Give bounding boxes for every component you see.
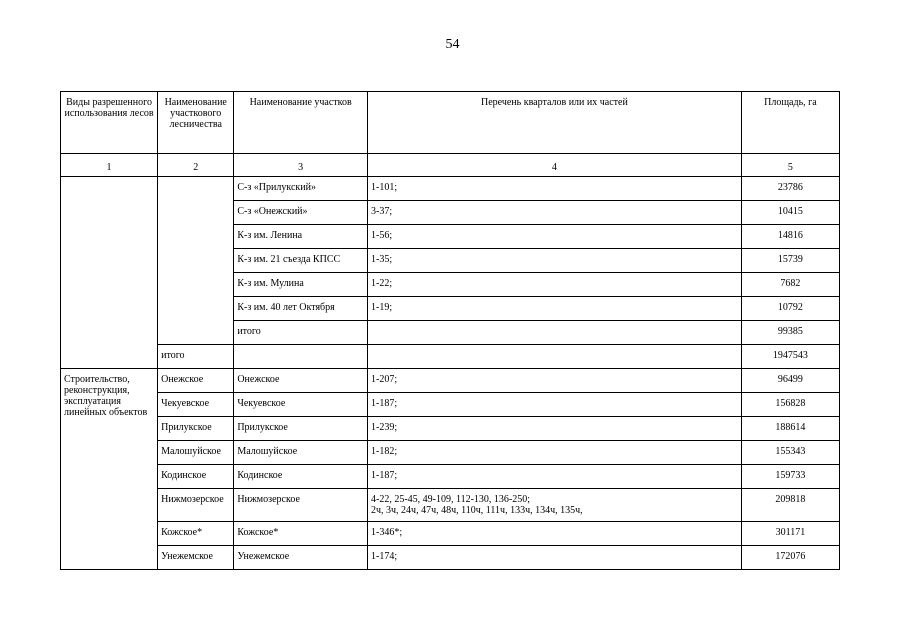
forest-use-table — [60, 91, 840, 570]
plot-cell: С-з «Онежский» — [234, 201, 368, 225]
area-cell: 188614 — [741, 417, 839, 441]
plot-cell: Унежемское — [234, 546, 368, 570]
quarters-cell: 1-187; — [367, 465, 741, 489]
forestry-cell: Унежемское — [158, 546, 234, 570]
area-cell: 172076 — [741, 546, 839, 570]
quarters-cell: 1-182; — [367, 441, 741, 465]
forestry-cell: Малошуйское — [158, 441, 234, 465]
quarters-cell — [367, 321, 741, 345]
subtotal-label: итого — [234, 321, 368, 345]
column-number: 3 — [234, 154, 368, 177]
plot-cell: Кодинское — [234, 465, 368, 489]
forestry-cell: Кодинское — [158, 465, 234, 489]
quarters-cell: 1-174; — [367, 546, 741, 570]
table-row — [61, 417, 840, 441]
plot-cell: Малошуйское — [234, 441, 368, 465]
plot-cell: К-з им. Мулина — [234, 273, 368, 297]
area-cell: 10792 — [741, 297, 839, 321]
table-row — [61, 177, 840, 201]
plot-cell-empty — [234, 345, 368, 369]
column-number-row — [61, 154, 840, 177]
area-cell: 23786 — [741, 177, 839, 201]
area-cell: 301171 — [741, 522, 839, 546]
header-area: Площадь, га — [741, 92, 839, 154]
area-cell: 156828 — [741, 393, 839, 417]
plot-cell: К-з им. 40 лет Октября — [234, 297, 368, 321]
area-cell: 15739 — [741, 249, 839, 273]
forestry-cell: Прилукское — [158, 417, 234, 441]
forestry-cell: Чекуевское — [158, 393, 234, 417]
plot-cell: Кожское* — [234, 522, 368, 546]
plot-cell: К-з им. Ленина — [234, 225, 368, 249]
area-cell: 155343 — [741, 441, 839, 465]
quarters-cell: 1-239; — [367, 417, 741, 441]
table-row — [61, 489, 840, 522]
column-number: 5 — [741, 154, 839, 177]
forestry-cell: Кожское* — [158, 522, 234, 546]
forestry-cell-empty — [158, 177, 234, 345]
quarters-cell-empty — [367, 345, 741, 369]
quarters-cell: 1-19; — [367, 297, 741, 321]
subtotal-area: 99385 — [741, 321, 839, 345]
plot-cell: К-з им. 21 съезда КПСС — [234, 249, 368, 273]
quarters-cell: 1-56; — [367, 225, 741, 249]
grand-total-label: итого — [158, 345, 234, 369]
area-cell: 96499 — [741, 369, 839, 393]
table-row — [61, 393, 840, 417]
column-number: 4 — [367, 154, 741, 177]
plot-cell: Прилукское — [234, 417, 368, 441]
quarters-cell: 1-35; — [367, 249, 741, 273]
header-plot: Наименование участков — [234, 92, 368, 154]
quarters-cell: 1-346*; — [367, 522, 741, 546]
header-forestry: Наименование участкового лесничества — [158, 92, 234, 154]
table-row — [61, 441, 840, 465]
plot-cell: Онежское — [234, 369, 368, 393]
plot-cell: Нижмозерское — [234, 489, 368, 522]
plot-cell: С-з «Прилукский» — [234, 177, 368, 201]
table-row — [61, 522, 840, 546]
grand-total-area: 1947543 — [741, 345, 839, 369]
header-quarters: Перечень кварталов или их частей — [367, 92, 741, 154]
area-cell: 7682 — [741, 273, 839, 297]
page-number: 54 — [445, 37, 460, 52]
area-cell: 14816 — [741, 225, 839, 249]
area-cell: 159733 — [741, 465, 839, 489]
column-number: 1 — [61, 154, 158, 177]
use-type-cell: Строительство, реконструкция, эксплуатация линейных объектов — [61, 369, 158, 570]
table-row — [61, 546, 840, 570]
area-cell: 10415 — [741, 201, 839, 225]
quarters-cell: 1-207; — [367, 369, 741, 393]
quarters-cell: 3-37; — [367, 201, 741, 225]
forestry-cell: Онежское — [158, 369, 234, 393]
forestry-cell: Нижмозерское — [158, 489, 234, 522]
plot-cell: Чекуевское — [234, 393, 368, 417]
quarters-line: 4-22, 25-45, 49-109, 112-130, 136-250; — [370, 494, 531, 505]
table-row — [61, 369, 840, 393]
quarters-cell: 1-22; — [367, 273, 741, 297]
column-number: 2 — [158, 154, 234, 177]
quarters-cell — [367, 489, 741, 522]
area-cell: 209818 — [741, 489, 839, 522]
use-type-cell-empty — [61, 177, 158, 369]
quarters-cell: 1-187; — [367, 393, 741, 417]
table-row — [61, 465, 840, 489]
header-use-type: Виды разрешенного использования лесов — [61, 92, 158, 154]
quarters-cell: 1-101; — [367, 177, 741, 201]
quarters-line: 2ч, 3ч, 24ч, 47ч, 48ч, 110ч, 111ч, 133ч, 134ч, 135ч, — [370, 505, 583, 516]
grand-total-row — [61, 345, 840, 369]
table-header-row — [61, 92, 840, 154]
